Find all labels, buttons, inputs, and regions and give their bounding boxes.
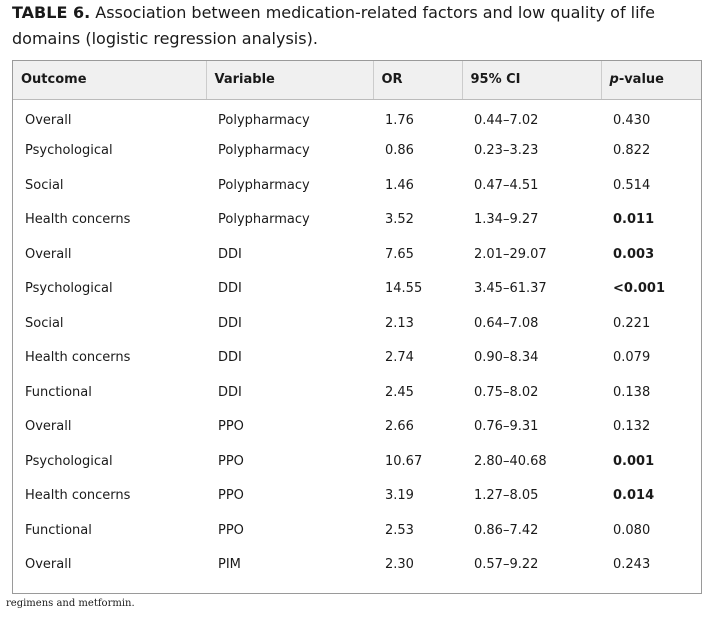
cell-variable: Polypharmacy [218, 113, 310, 128]
cell-ci: 0.75–8.02 [474, 384, 539, 400]
table-row [13, 168, 701, 203]
table-row [13, 410, 701, 445]
header-p-italic: p [609, 72, 619, 88]
table-row [13, 479, 701, 514]
table-row [13, 341, 701, 376]
cell-ci: 0.64–7.08 [474, 315, 539, 331]
cell-outcome: Health concerns [25, 212, 131, 228]
cell-ci: 0.86–7.42 [474, 522, 539, 538]
header-or: OR [373, 61, 462, 99]
cell-p-value: 0.138 [613, 384, 651, 400]
cell-or: 10.67 [385, 453, 423, 469]
cell-p-value: 0.221 [613, 315, 651, 331]
header-outcome: Outcome [13, 61, 206, 99]
table-row [13, 513, 701, 548]
cell-variable: PPO [218, 419, 244, 435]
cell-or: 14.55 [385, 281, 423, 297]
cell-outcome: Functional [25, 522, 92, 538]
cell-outcome: Functional [25, 384, 92, 400]
table-row [13, 444, 701, 479]
table-caption-text: Association between medication-related factors and low quality of life domains (logistic regression analysis). [12, 3, 656, 48]
cell-p-value: 0.514 [613, 177, 651, 193]
header-ci: 95% CI [462, 61, 601, 99]
cell-or: 2.45 [385, 384, 414, 400]
cell-outcome: Overall [25, 419, 72, 435]
cell-outcome: Psychological [25, 281, 113, 297]
cell-variable: PIM [218, 557, 241, 573]
cell-ci: 2.01–29.07 [474, 246, 547, 262]
table-header [13, 61, 701, 99]
cell-p-value: 0.080 [613, 522, 651, 538]
cell-variable: DDI [218, 350, 242, 366]
cell-outcome: Psychological [25, 453, 113, 469]
cell-or: 3.19 [385, 488, 414, 504]
cell-variable: PPO [218, 488, 244, 504]
cell-p-value: 0.430 [613, 113, 651, 128]
cell-outcome: Social [25, 177, 64, 193]
cell-ci: 0.76–9.31 [474, 419, 539, 435]
cell-or: 2.74 [385, 350, 414, 366]
cell-ci: 0.90–8.34 [474, 350, 539, 366]
table-caption [12, 0, 712, 52]
cell-p-value: 0.132 [613, 419, 651, 435]
results-table [13, 61, 701, 582]
table-row [13, 134, 701, 169]
cell-variable: Polypharmacy [218, 177, 310, 193]
table-row [13, 306, 701, 341]
footnote: regimens and metformin. [6, 598, 135, 609]
cell-p-value: 0.014 [613, 488, 655, 504]
cell-outcome: Overall [25, 113, 72, 128]
table-row [13, 99, 701, 134]
header-variable: Variable [206, 61, 373, 99]
cell-variable: Polypharmacy [218, 143, 310, 159]
cell-ci: 2.80–40.68 [474, 453, 547, 469]
cell-variable: DDI [218, 315, 242, 331]
cell-or: 3.52 [385, 212, 414, 228]
cell-ci: 1.27–8.05 [474, 488, 539, 504]
cell-outcome: Health concerns [25, 488, 131, 504]
cell-ci: 3.45–61.37 [474, 281, 547, 297]
cell-variable: PPO [218, 453, 244, 469]
cell-outcome: Health concerns [25, 350, 131, 366]
cell-variable: Polypharmacy [218, 212, 310, 228]
cell-or: 2.30 [385, 557, 414, 573]
table-row [13, 237, 701, 272]
cell-ci: 0.23–3.23 [474, 143, 539, 159]
cell-outcome: Social [25, 315, 64, 331]
table-row [13, 548, 701, 583]
cell-or: 1.76 [385, 113, 414, 128]
table-body [13, 99, 701, 582]
table-caption-label: TABLE 6. [12, 3, 91, 22]
cell-p-value: 0.003 [613, 246, 655, 262]
cell-p-value: <0.001 [613, 281, 666, 297]
cell-p-value: 0.243 [613, 557, 651, 573]
cell-ci: 1.34–9.27 [474, 212, 539, 228]
cell-ci: 0.44–7.02 [474, 113, 539, 128]
cell-p-value: 0.001 [613, 453, 655, 469]
cell-outcome: Psychological [25, 143, 113, 159]
header-p-rest: -value [618, 72, 664, 88]
results-table-container [12, 60, 702, 594]
cell-variable: DDI [218, 246, 242, 262]
cell-ci: 0.57–9.22 [474, 557, 539, 573]
table-row [13, 375, 701, 410]
cell-or: 2.53 [385, 522, 414, 538]
cell-p-value: 0.011 [613, 212, 655, 228]
cell-variable: DDI [218, 281, 242, 297]
cell-p-value: 0.822 [613, 143, 651, 159]
cell-variable: PPO [218, 522, 244, 538]
cell-or: 7.65 [385, 246, 414, 262]
table-row [13, 203, 701, 238]
cell-p-value: 0.079 [613, 350, 651, 366]
table-row [13, 272, 701, 307]
cell-ci: 0.47–4.51 [474, 177, 539, 193]
cell-outcome: Overall [25, 246, 72, 262]
cell-outcome: Overall [25, 557, 72, 573]
cell-variable: DDI [218, 384, 242, 400]
header-p-value [601, 61, 701, 99]
cell-or: 2.66 [385, 419, 414, 435]
cell-or: 0.86 [385, 143, 414, 159]
cell-or: 1.46 [385, 177, 414, 193]
cell-or: 2.13 [385, 315, 414, 331]
table-header-row [13, 61, 701, 99]
